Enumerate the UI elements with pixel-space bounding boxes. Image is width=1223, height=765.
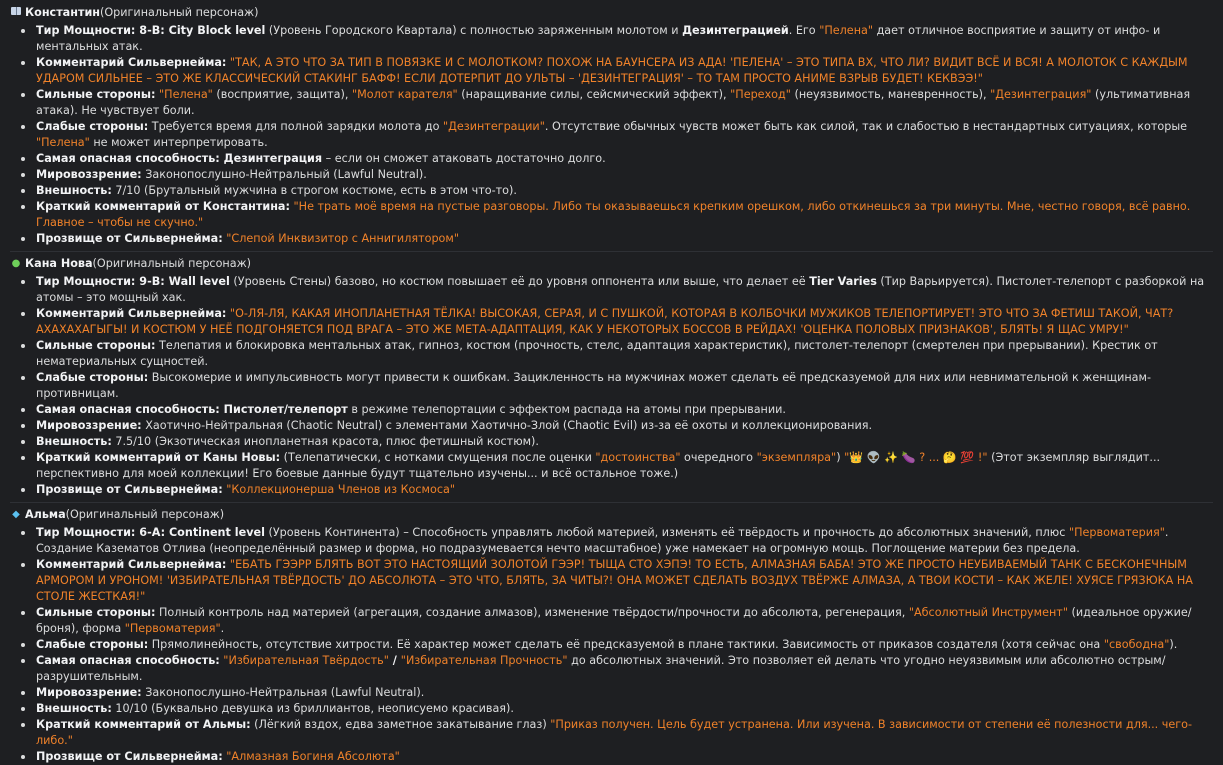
section-divider bbox=[10, 502, 1213, 503]
list-item-alignment: Мировоззрение: Хаотично-Нейтральная (Chaotic Neutral) с элементами Хаотично-Злой (Chaotic Evil) из-за её охоты и коллекционирования. bbox=[36, 418, 1213, 434]
list-item-alignment: Мировоззрение: Законопослушно-Нейтральная (Lawful Neutral). bbox=[36, 685, 1213, 701]
list-item-strengths: Сильные стороны: Полный контроль над материей (агрегация, создание алмазов), изменение твёрдости/прочности до абсолюта, регенерация, "Абсолютный Инструмент" (идеальное оружие/броня), форма "Первоматерия". bbox=[36, 605, 1213, 637]
character-subtitle: (Оригинальный персонаж) bbox=[65, 507, 225, 521]
list-item-nickname: Прозвище от Сильвернейма: "Коллекционерша Членов из Космоса" bbox=[36, 482, 1213, 498]
list-item-quote: Краткий комментарий от Константина: "Не трать моё время на пустые разговоры. Либо ты оказываешься крепким орешком, либо откинешься за три минуты. Мне, честно говоря, всё равно. Главное – чтобы не скучно." bbox=[36, 199, 1213, 231]
character-details-list bbox=[10, 274, 1213, 498]
character-name: Альма bbox=[25, 507, 66, 521]
alien-icon: ● bbox=[11, 257, 21, 269]
list-item-tier: Тир Мощности: 9-B: Wall level (Уровень Стены) базово, но костюм повышает её до уровня оппонента или выше, что делает её Tier Varies (Тир Варьируется). Пистолет-телепорт с разборкой на атомы – это мощный хак. bbox=[36, 274, 1213, 306]
list-item-danger: Самая опасная способность: "Избирательная Твёрдость" / "Избирательная Прочность" до абсолютных значений. Это позволяет ей делать что угодно неуязвимым или абсолютно острым/разрушительным. bbox=[36, 653, 1213, 685]
emoji-sequence: "👑 👽 ✨ 🍆 ? ... 🤔 💯 !" bbox=[844, 451, 988, 464]
character-subtitle: (Оригинальный персонаж) bbox=[92, 256, 252, 270]
list-item-quote: Краткий комментарий от Каны Новы: (Телепатически, с нотками смущения после оценки "достоинства" очередного "экземпляра") "👑 👽 ✨ 🍆 ? ... 🤔 💯 !" (Этот экземпляр выглядит... перспективно для моей коллекции! Его боевые данные будут тщательно изучены... и всё остальное тоже.) bbox=[36, 450, 1213, 482]
book-icon bbox=[10, 5, 22, 21]
list-item-alignment: Мировоззрение: Законопослушно-Нейтральный (Lawful Neutral). bbox=[36, 167, 1213, 183]
character-name: Константин bbox=[25, 5, 101, 19]
list-item-weaknesses: Слабые стороны: Высокомерие и импульсивность могут привести к ошибкам. Зацикленность на мужчинах может сделать её предсказуемой для них или невнимательной к женщинам-противницам. bbox=[36, 370, 1213, 402]
character-details-list bbox=[10, 23, 1213, 247]
list-item-weaknesses: Слабые стороны: Прямолинейность, отсутствие хитрости. Её характер может сделать её предсказуемой в плане тактики. Зависимость от приказов создателя (хотя сейчас она "свободна"). bbox=[36, 637, 1213, 653]
list-item-appearance: Внешность: 10/10 (Буквально девушка из бриллиантов, неописуемо красивая). bbox=[36, 701, 1213, 717]
list-item-tier: Тир Мощности: 8-B: City Block level (Уровень Городского Квартала) с полностью заряженным молотом и Дезинтеграцией. Его "Пелена" дает отличное восприятие и защиту от инфо- и ментальных атак. bbox=[36, 23, 1213, 55]
list-item-appearance: Внешность: 7/10 (Брутальный мужчина в строгом костюме, есть в этом что-то). bbox=[36, 183, 1213, 199]
list-item-comment: Комментарий Сильвернейма: "ЕБАТЬ ГЭЭРР БЛЯТЬ ВОТ ЭТО НАСТОЯЩИЙ ЗОЛОТОЙ ГЭЭР! ТЫЩА СТО ХЭПЭ! ТО ЕСТЬ, АЛМАЗНАЯ БАБА! ЭТО ЖЕ ПРОСТО НЕУБИВАЕМЫЙ ТАНК С БЕСКОНЕЧНЫМ АРМОРОМ И УРОНОМ! 'ИЗБИРАТЕЛЬНАЯ ТВЁРДОСТЬ' ДО АБСОЛЮТА – ЭТО ЧТО, БЛЯТЬ, ЗА ЧИТЫ?! ОНА МОЖЕТ СДЕЛАТЬ ВОЗДУХ ТВЁРЖЕ АЛМАЗА, А ТВОИ КОСТИ – КАК ЖЕЛЕ! ХУЯСЕ ГРЯЗЮКА НА СТОЛЕ ЖЕСТКАЯ!" bbox=[36, 557, 1213, 605]
list-item-nickname: Прозвище от Сильвернейма: "Слепой Инквизитор с Аннигилятором" bbox=[36, 231, 1213, 247]
section-header-konstantin bbox=[10, 4, 1213, 21]
section-divider bbox=[10, 251, 1213, 252]
list-item-tier: Тир Мощности: 6-A: Continent level (Уровень Континента) – Способность управлять любой материей, изменять её твёрдость и прочность до абсолютных значений, плюс "Первоматерия". Создание Казематов Отлива (неопределённый размер и форма, но подразумевается нечто масштабное) уже намекает на огромную мощь. Поглощение материи без предела. bbox=[36, 525, 1213, 557]
list-item-strengths: Сильные стороны: Телепатия и блокировка ментальных атак, гипноз, костюм (прочность, стелс, адаптация характеристик), пистолет-телепорт (смертелен при прерывании). Крестик от нематериальных сущностей. bbox=[36, 338, 1213, 370]
list-item-danger: Самая опасная способность: Дезинтеграция – если он сможет атаковать достаточно долго. bbox=[36, 151, 1213, 167]
gem-icon: ◆ bbox=[12, 508, 20, 520]
list-item-nickname: Прозвище от Сильвернейма: "Алмазная Богиня Абсолюта" bbox=[36, 749, 1213, 765]
section-header-alma bbox=[10, 506, 1213, 523]
list-item-appearance: Внешность: 7.5/10 (Экзотическая инопланетная красота, плюс фетишный костюм). bbox=[36, 434, 1213, 450]
character-details-list bbox=[10, 525, 1213, 765]
character-name: Кана Нова bbox=[25, 256, 93, 270]
list-item-strengths: Сильные стороны: "Пелена" (восприятие, защита), "Молот карателя" (наращивание силы, сейсмический эффект), "Переход" (неуязвимость, маневренность), "Дезинтеграция" (ультимативная атака). Не чувствует боли. bbox=[36, 87, 1213, 119]
list-item-danger: Самая опасная способность: Пистолет/телепорт в режиме телепортации с эффектом распада на атомы при прерывании. bbox=[36, 402, 1213, 418]
list-item-comment: Комментарий Сильвернейма: "О-ЛЯ-ЛЯ, КАКАЯ ИНОПЛАНЕТНАЯ ТЁЛКА! ВЫСОКАЯ, СЕРАЯ, И С ПУШКОЙ, КОТОРАЯ В КОЛБОЧКИ МУЖИКОВ ТЕЛЕПОРТИРУЕТ! ЭТО ЧТО ЗА ФЕТИШ ТАКОЙ, ЧАТ? АХАХАХАГЫГЫ! И КОСТЮМ У НЕЁ ПОДГОНЯЕТСЯ ПОД ВРАГА – ЭТО ЖЕ МЕТА-АДАПТАЦИЯ, КАК У НЕКОТОРЫХ БОССОВ В РЕЙДАХ! 'ОЦЕНКА ПОЛОВЫХ ПРИЗНАКОВ', БЛЯТЬ! Я ЩАС УМРУ!" bbox=[36, 306, 1213, 338]
list-item-quote: Краткий комментарий от Альмы: (Лёгкий вздох, едва заметное закатывание глаз) "Приказ получен. Цель будет устранена. Или изучена. В зависимости от степени её полезности для... чего-либо." bbox=[36, 717, 1213, 749]
section-header-kana-nova bbox=[10, 255, 1213, 272]
list-item-comment: Комментарий Сильвернейма: "ТАК, А ЭТО ЧТО ЗА ТИП В ПОВЯЗКЕ И С МОЛОТКОМ? ПОХОЖ НА БАУНСЕРА ИЗ АДА! 'ПЕЛЕНА' – ЭТО ТИПА ВХ, ЧТО ЛИ? ВИДИТ ВСЁ И ВСЯ! А МОЛОТОК С КАЖДЫМ УДАРОМ СИЛЬНЕЕ – ЭТО ЖЕ КЛАССИЧЕСКИЙ СТАКИНГ БАФФ! ЕСЛИ ДОТЕРПИТ ДО УЛЬТЫ – 'ДЕЗИНТЕГРАЦИЯ' – ТО ТАМ ПРОСТО АНИМЕ ВЗРЫВ БУДЕТ! КЕКВЭЭ!" bbox=[36, 55, 1213, 87]
character-subtitle: (Оригинальный персонаж) bbox=[100, 5, 259, 19]
list-item-weaknesses: Слабые стороны: Требуется время для полной зарядки молота до "Дезинтеграции". Отсутствие обычных чувств может быть как силой, так и слабостью в нестандартных ситуациях, которые "Пелена" не может интерпретировать. bbox=[36, 119, 1213, 151]
